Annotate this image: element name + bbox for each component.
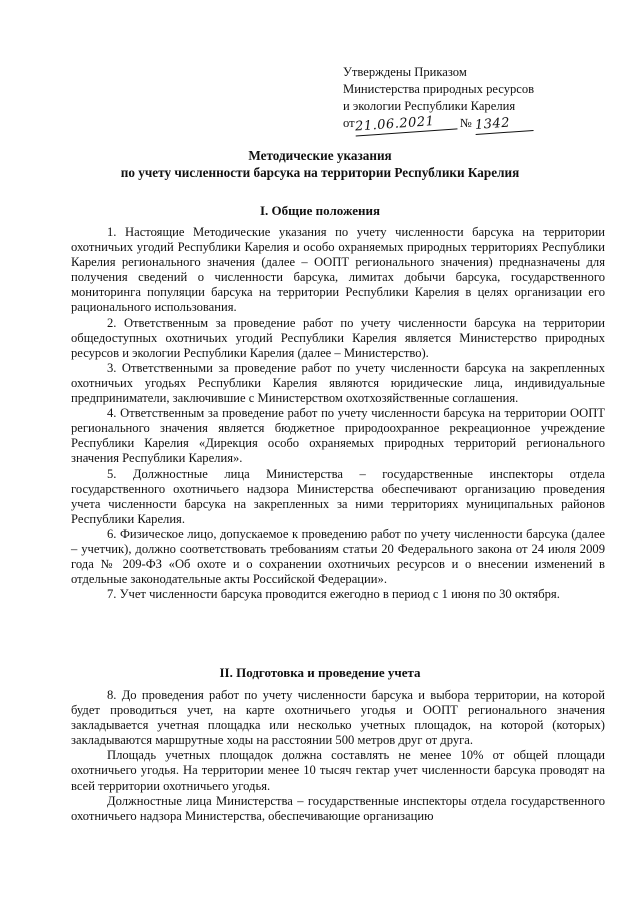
paragraph-7: 7. Учет численности барсука проводится ежегодно в период с 1 июня по 30 октября. bbox=[107, 587, 560, 602]
number-prefix: № bbox=[459, 116, 472, 130]
handwritten-number: 1342 bbox=[474, 113, 533, 135]
paragraph-8: 8. До проведения работ по учету численности барсука и выбора территории, на которой будет проводиться учет, на карте охотничьего угодья и ООПТ регионального значения закладывается учетная площадка или несколько учетных площадок, на которой (которых) закладываются маршрутные ходы на расстоянии 500 метров друг от друга. bbox=[71, 688, 605, 748]
handwritten-date: 21.06.2021 bbox=[354, 111, 457, 136]
paragraph-1: 1. Настоящие Методические указания по учету численности барсука на территории охотничьих угодий Республики Карелия и особо охраняемых природных территориях Республики Карелия регионального значения (далее – ООПТ регионального значения) предназначены для получения сведений о численности барсука, лимитах добычи барсука, государственного мониторинга популяции барсука на территории Республики Карелия в целях организации его рационального использования. bbox=[71, 225, 605, 315]
date-prefix: от bbox=[343, 116, 355, 130]
section-1-body bbox=[71, 225, 605, 602]
paragraph-5: 5. Должностные лица Министерства – государственные инспекторы отдела государственного охотничьего надзора Министерства обеспечивают организацию проведения учета численности барсука на закрепленных за ними территориях муниципальных районов Республики Карелия. bbox=[71, 466, 605, 526]
paragraph-3: 3. Ответственными за проведение работ по учету численности барсука на закрепленных охотничьих угодьях Республики Карелия являются юридические лица, индивидуальные предприниматели, заключившие с Министерством охотхозяйственные соглашения. bbox=[71, 360, 605, 406]
approval-line-2: Министерства природных ресурсов bbox=[343, 82, 535, 96]
section-2-body bbox=[71, 688, 605, 824]
paragraph-8-area: Площадь учетных площадок должна составлять не менее 10% от общей площади охотничьего угодья. На территории менее 10 тысяч гектар учет численности барсука проводят на всей территории охотничьего угодья. bbox=[71, 748, 605, 793]
approval-line-1: Утверждены Приказом bbox=[343, 65, 467, 79]
paragraph-2: 2. Ответственным за проведение работ по учету численности барсука на территории общедоступных охотничьих угодий Республики Карелия является Министерство природных ресурсов и экологии Республики Карелия (далее – Министерство). bbox=[71, 315, 605, 360]
paragraph-6: 6. Физическое лицо, допускаемое к проведению работ по учету численности барсука (далее – учетчик), должно соответствовать требованиям статьи 20 Федерального закона от 24 июля 2009 года № 209-ФЗ «Об охоте и о сохранении охотничьих ресурсов и о внесении изменений в отдельные законодательные акты Российской Федерации». bbox=[71, 526, 605, 587]
section-2-heading: II. Подготовка и проведение учета bbox=[219, 665, 421, 680]
document-title: Методические указания bbox=[248, 148, 392, 163]
document-subtitle: по учету численности барсука на территории Республики Карелия bbox=[120, 165, 520, 180]
paragraph-4: 4. Ответственным за проведение работ по учету численности барсука на территории ООПТ регионального значения является бюджетное природоохранное рекреационное учреждение Республики Карелия «Дирекция особо охраняемых природных территорий регионального значения Республики Карелия». bbox=[71, 406, 605, 466]
approval-date-number-line bbox=[343, 115, 603, 133]
section-1-heading: I. Общие положения bbox=[260, 203, 380, 218]
approval-block bbox=[343, 64, 603, 133]
approval-line-3: и экологии Республики Карелия bbox=[343, 99, 516, 113]
paragraph-8-inspectors: Должностные лица Министерства – государственные инспекторы отдела государственного охотничьего надзора Министерства, обеспечивающие организацию bbox=[71, 793, 605, 823]
